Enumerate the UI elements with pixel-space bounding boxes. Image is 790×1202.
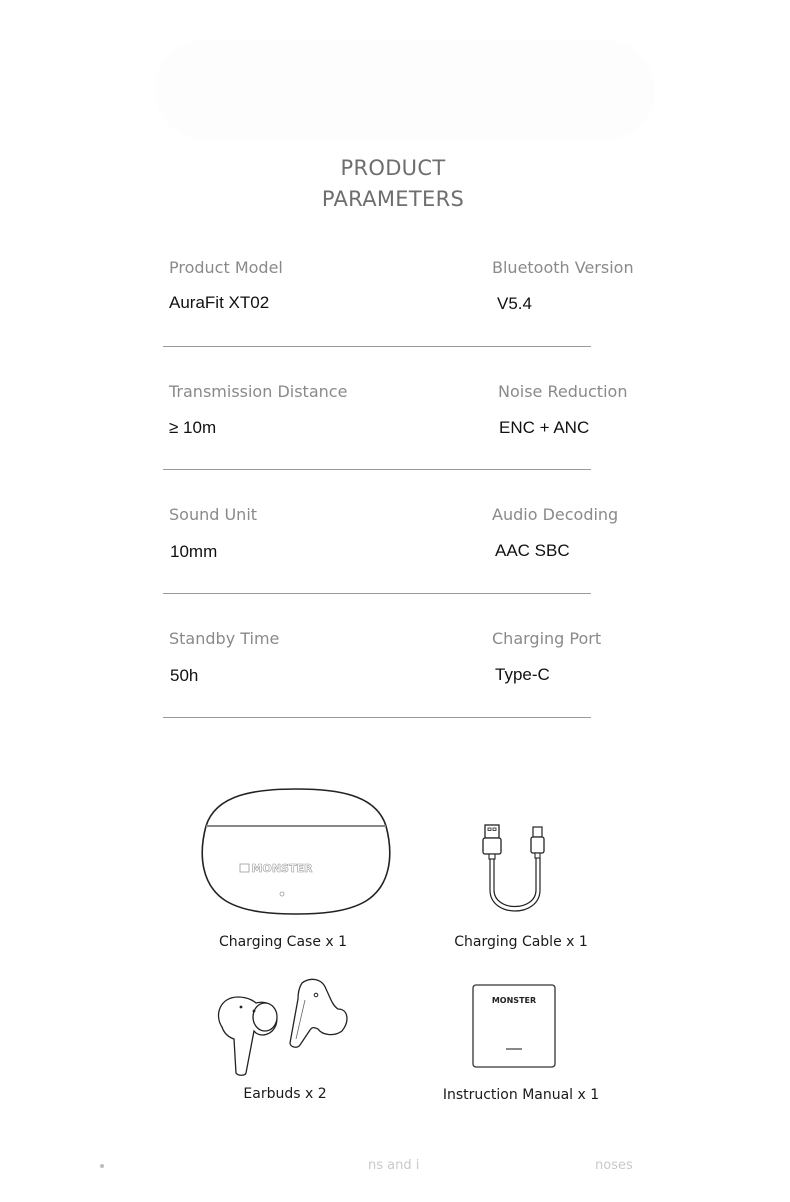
param-label-product-model: Product Model	[169, 258, 283, 277]
caption-charging-case: Charging Case x 1	[218, 934, 348, 950]
footer-fragment: ns and i	[368, 1158, 420, 1173]
param-label-sound-unit: Sound Unit	[169, 505, 258, 524]
section-title-line1: PRODUCT	[340, 156, 446, 180]
svg-text:MONSTER: MONSTER	[491, 996, 537, 1005]
caption-charging-cable: Charging Cable x 1	[454, 934, 588, 950]
charging-cable-icon	[480, 822, 550, 918]
caption-instruction-manual: Instruction Manual x 1	[442, 1087, 600, 1103]
param-value-transmission-distance: ≥ 10m	[169, 418, 217, 437]
separator	[163, 593, 591, 594]
param-label-bluetooth-version: Bluetooth Version	[492, 258, 634, 277]
param-value-standby-time: 50h	[170, 666, 199, 685]
separator	[163, 346, 591, 347]
param-value-sound-unit: 10mm	[170, 542, 218, 561]
param-value-bluetooth-version: V5.4	[497, 294, 532, 313]
faded-footer-note	[100, 1158, 660, 1173]
param-label-charging-port: Charging Port	[492, 629, 602, 648]
param-value-noise-reduction: ENC + ANC	[499, 418, 590, 437]
param-value-audio-decoding: AAC SBC	[495, 541, 570, 560]
earbuds-icon	[210, 975, 360, 1080]
param-label-standby-time: Standby Time	[169, 629, 280, 648]
section-title-line2: PARAMETERS	[321, 187, 465, 211]
bullet-icon	[100, 1164, 104, 1168]
footer-fragment: noses	[595, 1158, 633, 1173]
param-label-transmission-distance: Transmission Distance	[169, 382, 348, 401]
separator	[163, 469, 591, 470]
param-label-audio-decoding: Audio Decoding	[492, 505, 619, 524]
instruction-manual-icon	[472, 984, 556, 1068]
separator	[163, 717, 591, 718]
faded-banner-graphic	[155, 40, 655, 140]
svg-text:MONSTER: MONSTER	[251, 862, 313, 875]
param-value-charging-port: Type-C	[495, 665, 550, 684]
charging-case-icon	[196, 786, 396, 916]
caption-earbuds: Earbuds x 2	[243, 1086, 327, 1102]
param-label-noise-reduction: Noise Reduction	[498, 382, 628, 401]
param-value-product-model: AuraFit XT02	[169, 293, 270, 312]
